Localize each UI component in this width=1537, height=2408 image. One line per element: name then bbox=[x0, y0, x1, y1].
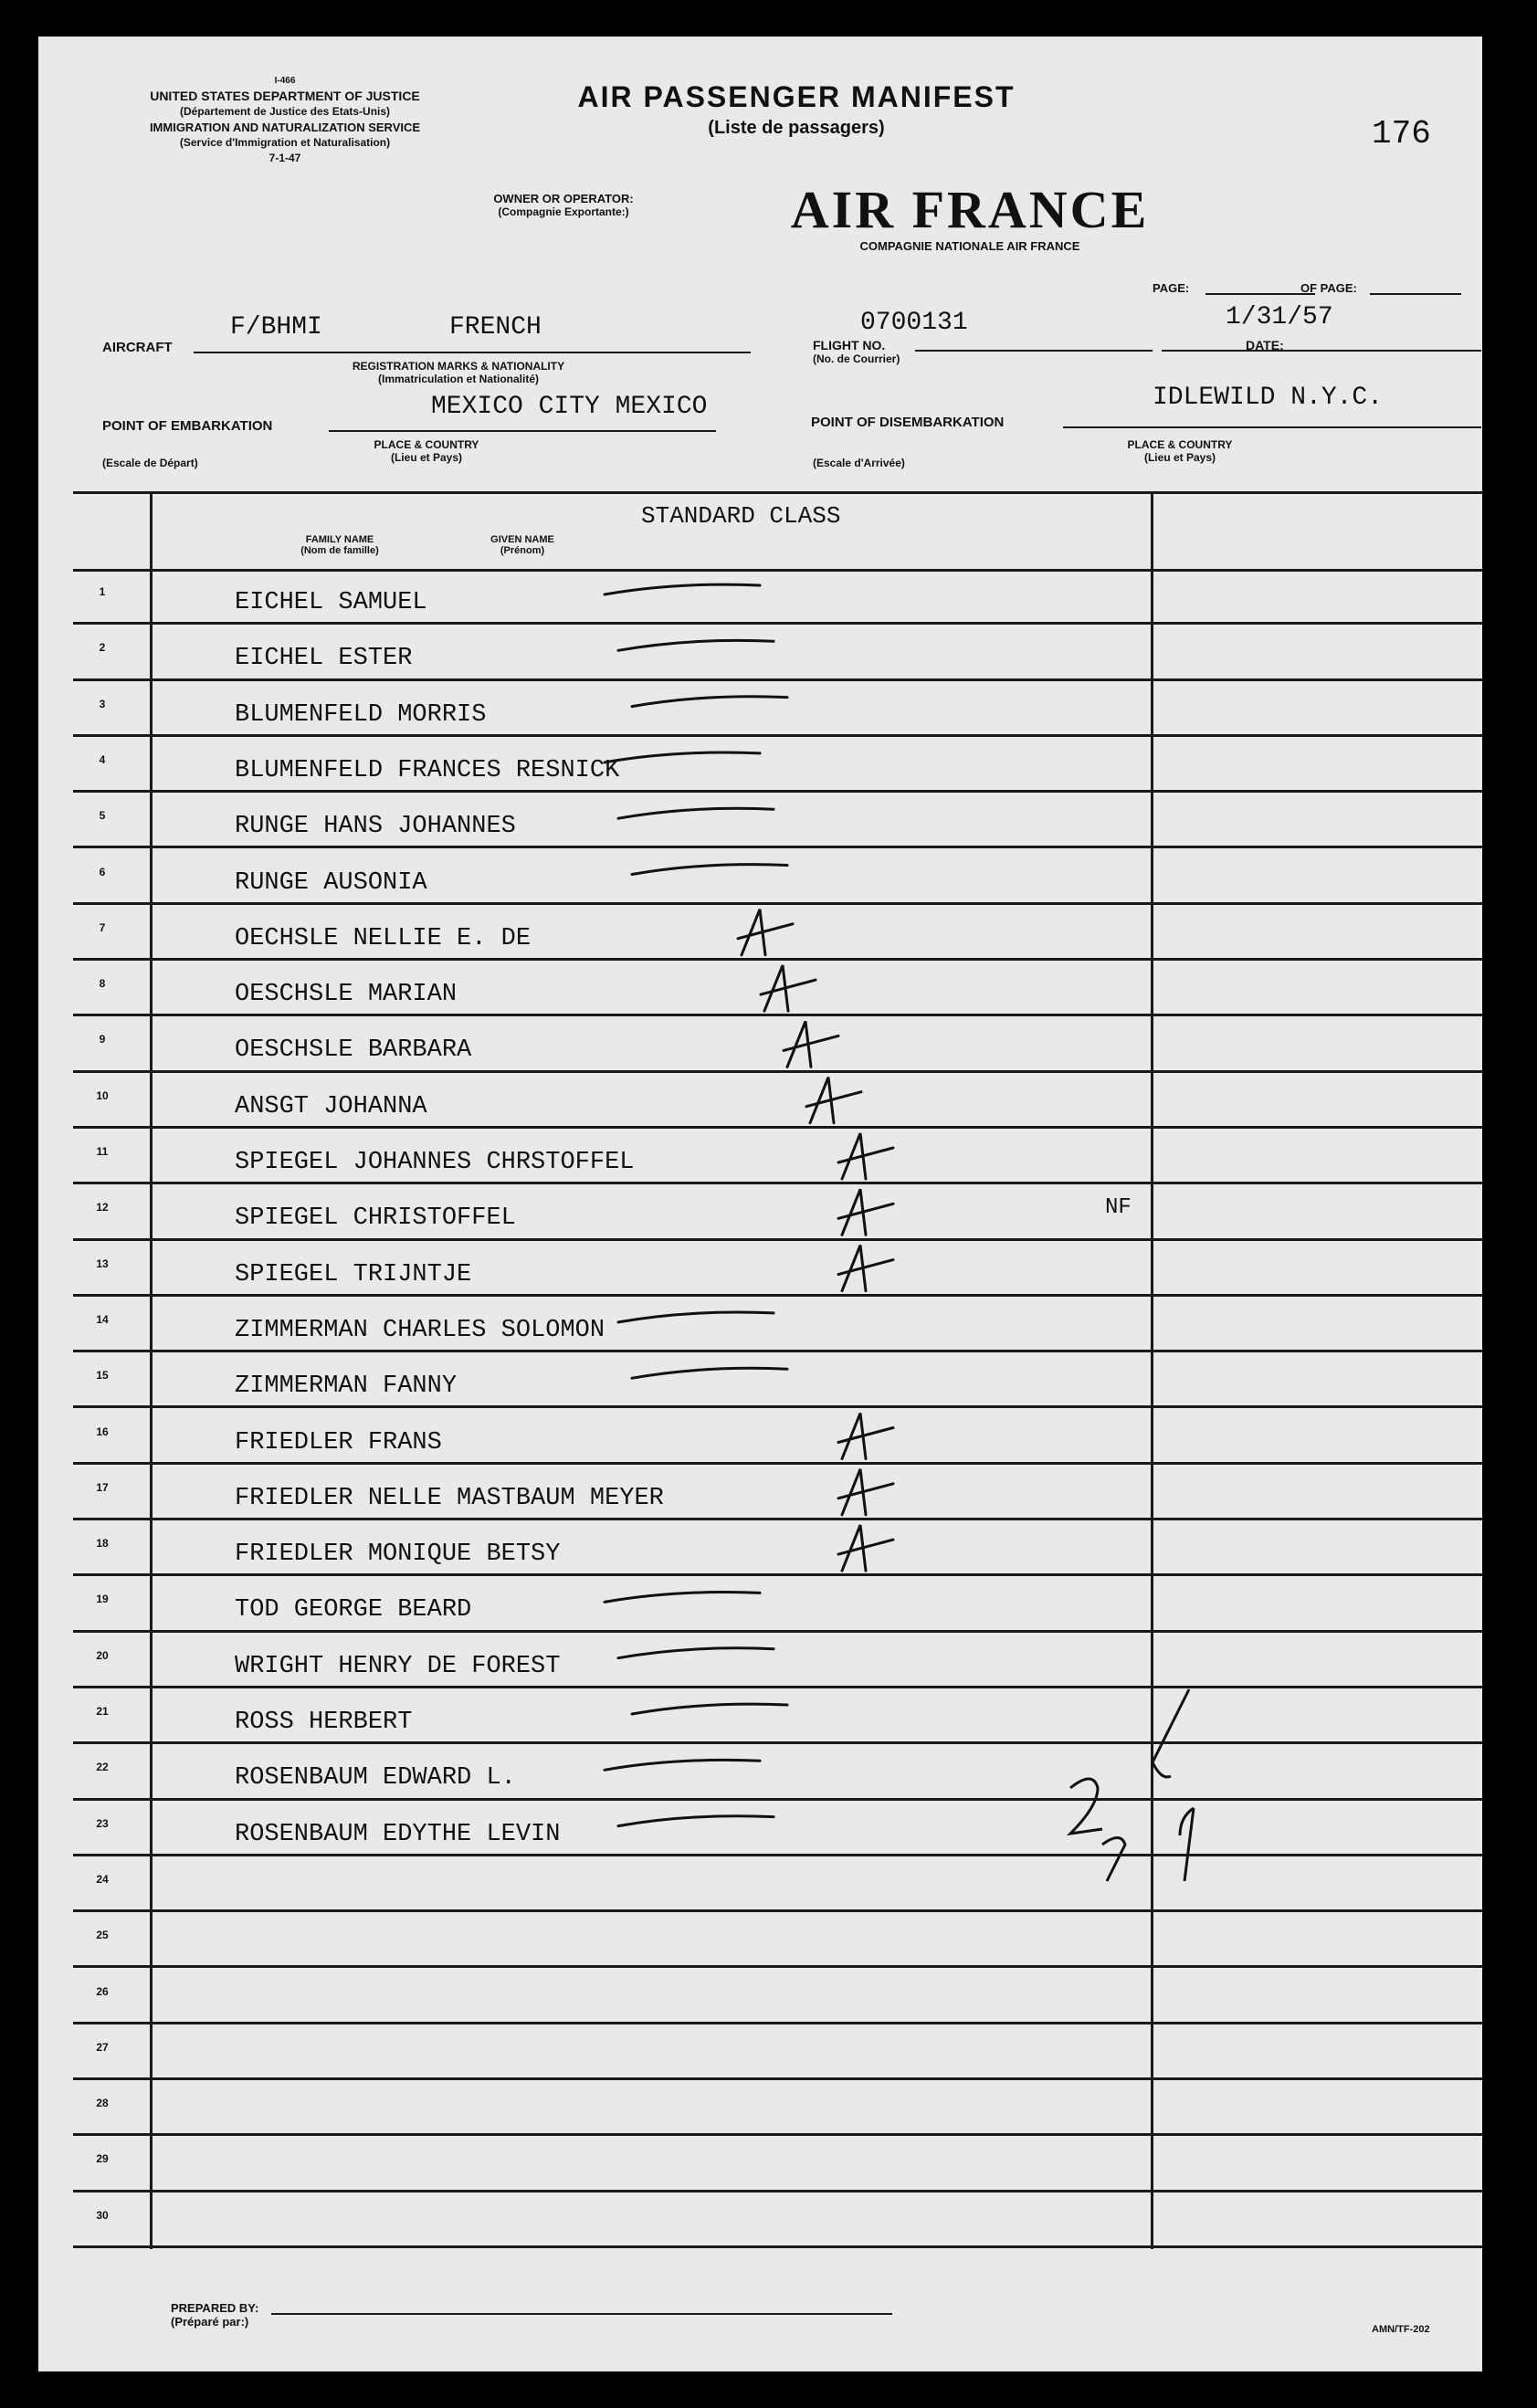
passenger-name: SPIEGEL CHRISTOFFEL bbox=[235, 1204, 516, 1233]
department-line: (Service d'Immigration et Naturalisation) bbox=[179, 136, 391, 149]
row-number: 30 bbox=[96, 2208, 109, 2222]
embarkation-value: MEXICO CITY MEXICO bbox=[431, 393, 708, 421]
row-number: 1 bbox=[99, 585, 106, 598]
manifest-page bbox=[38, 37, 1482, 2371]
passenger-name: FRIEDLER MONIQUE BETSY bbox=[235, 1540, 561, 1569]
disembarkation-label: POINT OF DISEMBARKATION bbox=[811, 415, 1005, 430]
prepared-line bbox=[271, 2313, 892, 2315]
row-number: 27 bbox=[96, 2040, 109, 2054]
row-number: 8 bbox=[99, 977, 106, 991]
row-number: 19 bbox=[96, 1593, 109, 1606]
family-label: FAMILY NAME bbox=[305, 534, 374, 545]
handwritten-total bbox=[1070, 1689, 1194, 1881]
passenger-name: ZIMMERMAN FANNY bbox=[235, 1372, 458, 1401]
disembarkation-caption-sub: (Lieu et Pays) bbox=[1143, 451, 1216, 464]
row-number: 12 bbox=[96, 1201, 109, 1215]
row-number: 17 bbox=[96, 1480, 109, 1494]
passenger-name: SPIEGEL JOHANNES CHRSTOFFEL bbox=[235, 1149, 635, 1176]
row-number: 4 bbox=[99, 752, 106, 766]
passenger-name: ROSENBAUM EDYTHE LEVIN bbox=[235, 1820, 561, 1848]
row-number: 7 bbox=[99, 920, 106, 934]
row-number: 5 bbox=[99, 809, 106, 823]
check-dash-mark bbox=[618, 640, 774, 650]
passenger-name: EICHEL SAMUEL bbox=[235, 589, 427, 616]
department-line: (Département de Justice des Etats-Unis) bbox=[179, 105, 391, 118]
passenger-name: FRIEDLER FRANS bbox=[235, 1428, 442, 1456]
embarkation-caption-sub: (Lieu et Pays) bbox=[390, 451, 463, 464]
row-number: 6 bbox=[99, 865, 106, 878]
row-number: 24 bbox=[96, 1872, 109, 1886]
date-value: 1/31/57 bbox=[1226, 303, 1333, 331]
disembarkation-value: IDLEWILD N.Y.C. bbox=[1153, 384, 1384, 412]
prepared-label-sub: (Préparé par:) bbox=[171, 2315, 249, 2329]
passenger-name: EICHEL ESTER bbox=[235, 645, 413, 673]
row-number: 15 bbox=[96, 1369, 109, 1383]
aircraft-registration: F/BHMI bbox=[230, 313, 322, 342]
passenger-name: FRIEDLER NELLE MASTBAUM MEYER bbox=[235, 1484, 664, 1512]
row-number: 22 bbox=[96, 1761, 109, 1774]
handwritten-marks bbox=[38, 37, 1482, 2371]
passenger-name: RUNGE AUSONIA bbox=[235, 868, 427, 897]
check-dash-mark bbox=[632, 1704, 787, 1714]
row-number: 13 bbox=[96, 1257, 109, 1270]
row-number: 20 bbox=[96, 1648, 109, 1662]
aircraft-label: AIRCRAFT bbox=[102, 340, 173, 355]
row-number: 11 bbox=[96, 1145, 109, 1158]
form-number: I-466 bbox=[274, 76, 296, 86]
check-dash-mark bbox=[605, 1593, 760, 1603]
aircraft-caption: REGISTRATION MARKS & NATIONALITY bbox=[352, 360, 565, 373]
row-number: 25 bbox=[96, 1929, 109, 1942]
date-label: DATE: bbox=[1246, 338, 1284, 352]
passenger-name: TOD GEORGE BEARD bbox=[235, 1596, 472, 1625]
check-a-mark bbox=[806, 1078, 861, 1123]
family-label-sub: (Nom de famille) bbox=[300, 545, 379, 556]
passenger-name: BLUMENFELD MORRIS bbox=[235, 700, 487, 729]
passenger-name: ROSS HERBERT bbox=[235, 1709, 413, 1736]
department-line: IMMIGRATION AND NATURALIZATION SERVICE bbox=[149, 121, 421, 134]
passenger-name: BLUMENFELD FRANCES RESNICK bbox=[235, 756, 620, 784]
airline-name: AIR FRANCE bbox=[790, 180, 1150, 239]
check-dash-mark bbox=[605, 752, 760, 762]
class-heading: STANDARD CLASS bbox=[641, 502, 841, 530]
passenger-name: ZIMMERMAN CHARLES SOLOMON bbox=[235, 1316, 605, 1344]
check-a-mark bbox=[838, 1469, 893, 1515]
check-dash-mark bbox=[632, 697, 787, 707]
row-number: 14 bbox=[96, 1312, 109, 1326]
check-dash-mark bbox=[605, 584, 760, 594]
given-label: GIVEN NAME bbox=[490, 534, 554, 545]
check-dash-mark bbox=[618, 1816, 774, 1826]
embarkation-label-sub: (Escale de Départ) bbox=[102, 457, 198, 469]
check-dash-mark bbox=[605, 1760, 760, 1770]
row-number: 29 bbox=[96, 2152, 109, 2166]
prepared-label-block bbox=[171, 2301, 258, 2329]
passenger-name: ANSGT JOHANNA bbox=[235, 1092, 427, 1120]
passenger-name: OECHSLE NELLIE E. DE bbox=[235, 924, 532, 952]
page-subtitle: (Liste de passagers) bbox=[708, 118, 885, 138]
row-number: 9 bbox=[99, 1033, 106, 1046]
check-dash-mark bbox=[632, 865, 787, 875]
disembarkation-caption: PLACE & COUNTRY bbox=[1127, 438, 1233, 451]
passenger-name: OESCHSLE BARBARA bbox=[235, 1036, 472, 1065]
check-dash-mark bbox=[618, 1648, 774, 1658]
check-dash-mark bbox=[632, 1368, 787, 1378]
department-line: UNITED STATES DEPARTMENT OF JUSTICE bbox=[150, 89, 420, 103]
check-dash-mark bbox=[618, 808, 774, 818]
row-note: NF bbox=[1105, 1195, 1132, 1221]
row-number: 26 bbox=[96, 1984, 109, 1998]
airline-sub: COMPAGNIE NATIONALE AIR FRANCE bbox=[859, 239, 1080, 253]
row-number: 2 bbox=[99, 641, 106, 655]
passenger-name: ROSENBAUM EDWARD L. bbox=[235, 1764, 516, 1793]
given-label-sub: (Prénom) bbox=[500, 545, 545, 556]
row-number: 28 bbox=[96, 2097, 109, 2110]
check-a-mark bbox=[838, 1246, 893, 1291]
check-a-mark bbox=[838, 1133, 893, 1179]
check-a-mark bbox=[838, 1189, 893, 1235]
page-stamp: 176 bbox=[1372, 115, 1431, 152]
owner-label-sub: (Compagnie Exportante:) bbox=[498, 205, 629, 218]
department-line: 7-1-47 bbox=[268, 152, 301, 164]
of-page-label: OF PAGE: bbox=[1300, 281, 1357, 295]
page-title: AIR PASSENGER MANIFEST bbox=[577, 80, 1016, 113]
owner-label: OWNER OR OPERATOR: bbox=[493, 192, 634, 205]
aircraft-nationality: FRENCH bbox=[449, 313, 542, 342]
check-a-mark bbox=[784, 1021, 838, 1067]
row-number: 3 bbox=[99, 697, 106, 710]
row-number: 16 bbox=[96, 1425, 109, 1438]
row-number: 21 bbox=[96, 1705, 109, 1718]
passenger-name: RUNGE HANS JOHANNES bbox=[235, 813, 516, 841]
disembarkation-label-sub: (Escale d'Arrivée) bbox=[813, 457, 905, 469]
page-label: PAGE: bbox=[1153, 281, 1190, 295]
form-code: AMN/TF-202 bbox=[1372, 2324, 1430, 2335]
aircraft-caption-sub: (Immatriculation et Nationalité) bbox=[377, 373, 540, 385]
row-number: 18 bbox=[96, 1537, 109, 1551]
row-number: 10 bbox=[96, 1088, 109, 1102]
passenger-name: OESCHSLE MARIAN bbox=[235, 981, 458, 1009]
check-a-mark bbox=[838, 1525, 893, 1571]
flight-number: 0700131 bbox=[860, 309, 968, 337]
flight-label-sub: (No. de Courrier) bbox=[813, 352, 900, 365]
check-a-mark bbox=[761, 965, 816, 1011]
check-a-mark bbox=[838, 1414, 893, 1459]
embarkation-label: POINT OF EMBARKATION bbox=[102, 418, 273, 434]
embarkation-caption: PLACE & COUNTRY bbox=[374, 438, 479, 451]
check-a-mark bbox=[738, 910, 793, 955]
passenger-name: SPIEGEL TRIJNTJE bbox=[235, 1260, 472, 1288]
prepared-label: PREPARED BY: bbox=[171, 2301, 259, 2315]
passenger-name: WRIGHT HENRY DE FOREST bbox=[235, 1652, 561, 1680]
check-dash-mark bbox=[618, 1312, 774, 1322]
row-number: 23 bbox=[96, 1816, 109, 1830]
flight-label: FLIGHT NO. bbox=[813, 338, 886, 352]
